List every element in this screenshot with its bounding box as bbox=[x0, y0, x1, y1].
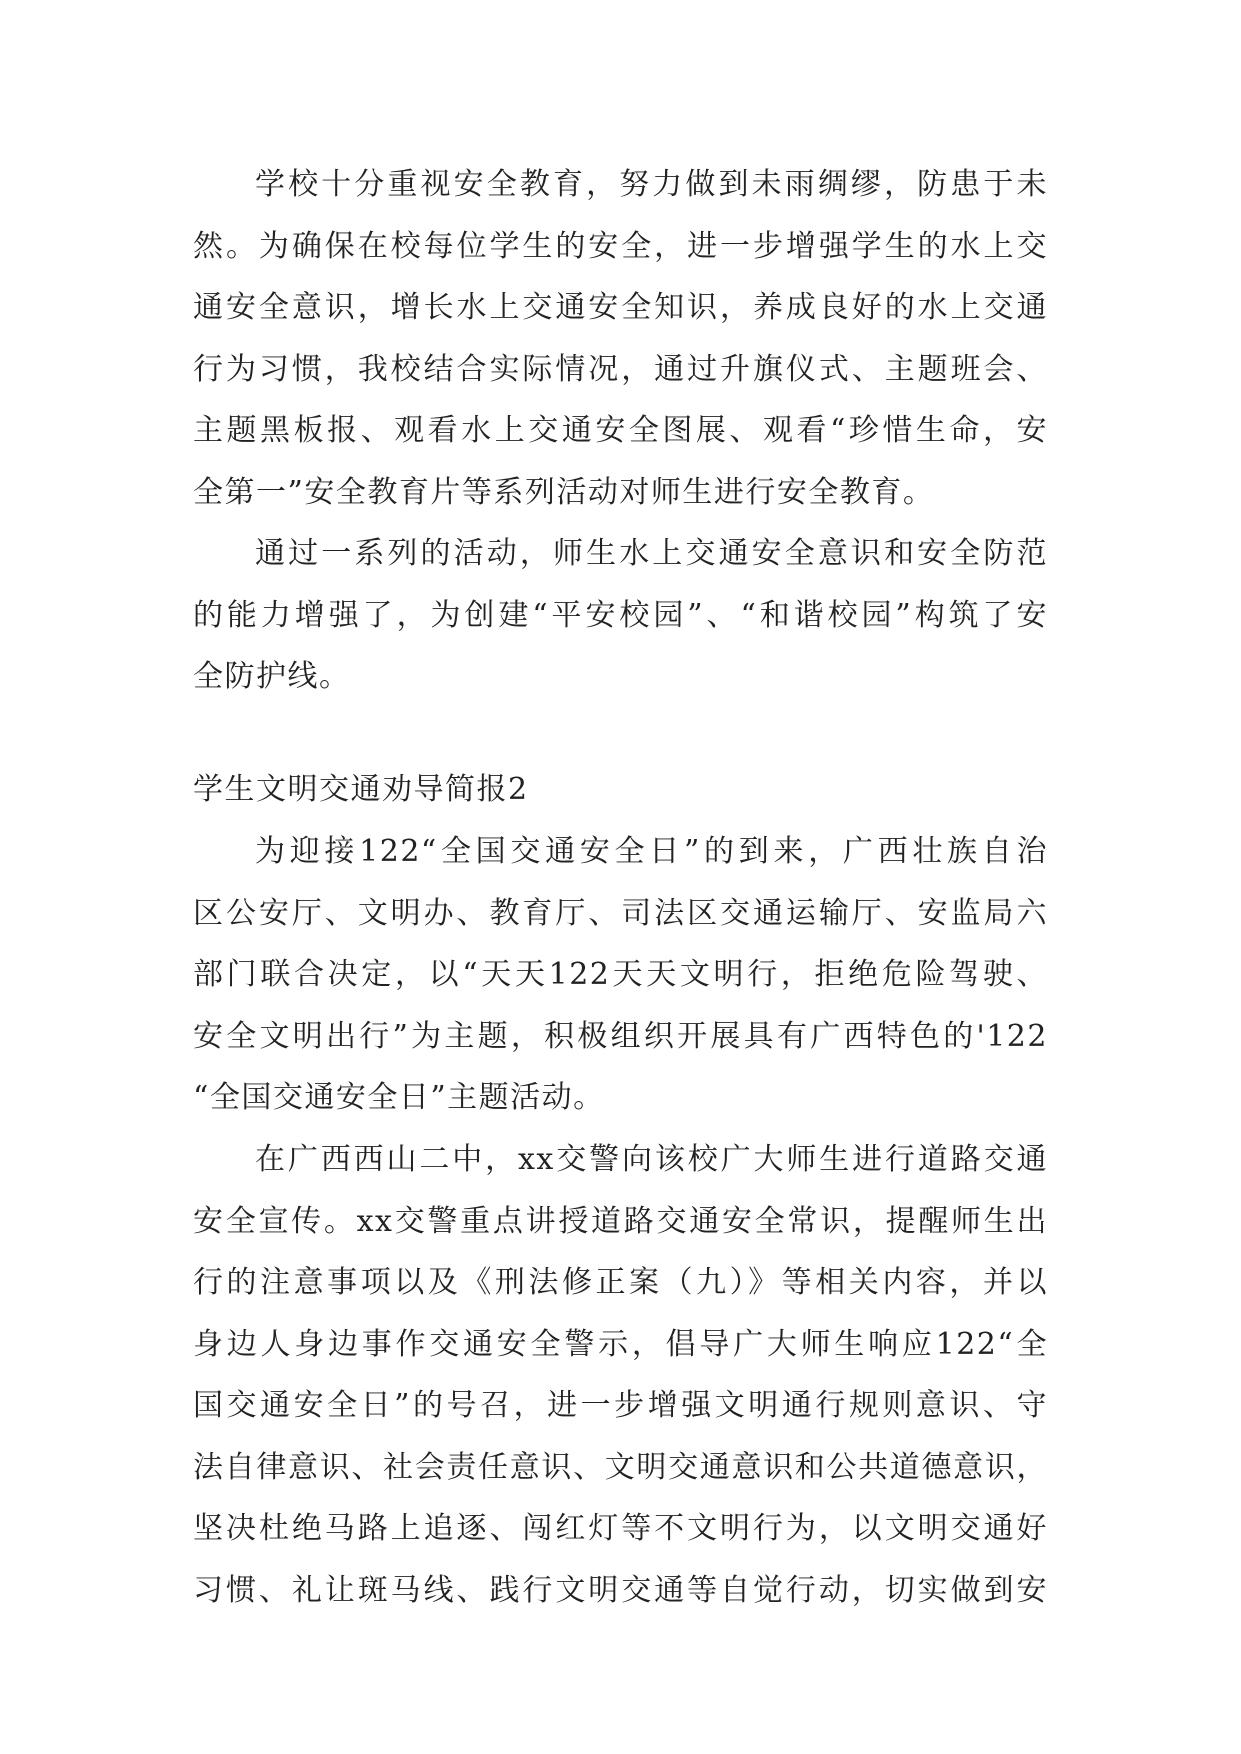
text-line: 坚决杜绝马路上追逐、闯红灯等不文明行为，以文明交通好 bbox=[193, 1511, 1048, 1546]
text-line: 通过一系列的活动，师生水上交通安全意识和安全防范 bbox=[255, 536, 1048, 571]
paragraph-1 bbox=[193, 154, 1048, 523]
text-line: 部门联合决定，以“天天122天天文明行，拒绝危险驾驶、 bbox=[193, 957, 1048, 992]
text-line: 身边人身边事作交通安全警示，倡导广大师生响应122“全 bbox=[193, 1326, 1048, 1362]
text-line: 安全宣传。xx交警重点讲授道路交通安全常识，提醒师生出 bbox=[193, 1203, 1048, 1239]
text-line: 区公安厅、文明办、教育厅、司法区交通运输厅、安监局六 bbox=[193, 895, 1048, 931]
text-line: 在广西西山二中，xx交警向该校广大师生进行道路交通 bbox=[255, 1142, 1048, 1177]
text-line: 主题黑板报、观看水上交通安全图展、观看“珍惜生命，安 bbox=[193, 413, 1048, 448]
text-line: 行为习惯，我校结合实际情况，通过升旗仪式、主题班会、 bbox=[193, 351, 1048, 387]
text-line: 的能力增强了，为创建“平安校园”、“和谐校园”构筑了安 bbox=[193, 597, 1048, 633]
text-line: 国交通安全日”的号召，进一步增强文明通行规则意识、守 bbox=[193, 1388, 1048, 1423]
text-line: 行的注意事项以及《刑法修正案（九）》等相关内容，并以 bbox=[193, 1265, 1048, 1300]
text-line: 全第一”安全教育片等系列活动对师生进行安全教育。 bbox=[193, 474, 935, 510]
section-heading: 学生文明交通劝导简报2 bbox=[193, 772, 529, 807]
text-line: 安全文明出行”为主题，积极组织开展具有广西特色的'122 bbox=[193, 1018, 1048, 1054]
text-line: 全防护线。 bbox=[193, 659, 351, 694]
paragraph-2 bbox=[193, 523, 1048, 708]
text-line: “全国交通安全日”主题活动。 bbox=[193, 1080, 605, 1115]
text-line: 习惯、礼让斑马线、践行文明交通等自觉行动，切实做到安 bbox=[193, 1572, 1048, 1608]
text-line: 然。为确保在校每位学生的安全，进一步增强学生的水上交 bbox=[193, 228, 1048, 264]
paragraph-3 bbox=[193, 821, 1048, 1129]
text-line: 学校十分重视安全教育，努力做到未雨绸缪，防患于未 bbox=[255, 167, 1048, 202]
text-line: 通安全意识，增长水上交通安全知识，养成良好的水上交通 bbox=[193, 290, 1048, 325]
text-line: 法自律意识、社会责任意识、文明交通意识和公共道德意识， bbox=[193, 1449, 1048, 1485]
paragraph-4 bbox=[193, 1129, 1048, 1621]
text-line: 为迎接122“全国交通安全日”的到来，广西壮族自治 bbox=[255, 834, 1048, 869]
